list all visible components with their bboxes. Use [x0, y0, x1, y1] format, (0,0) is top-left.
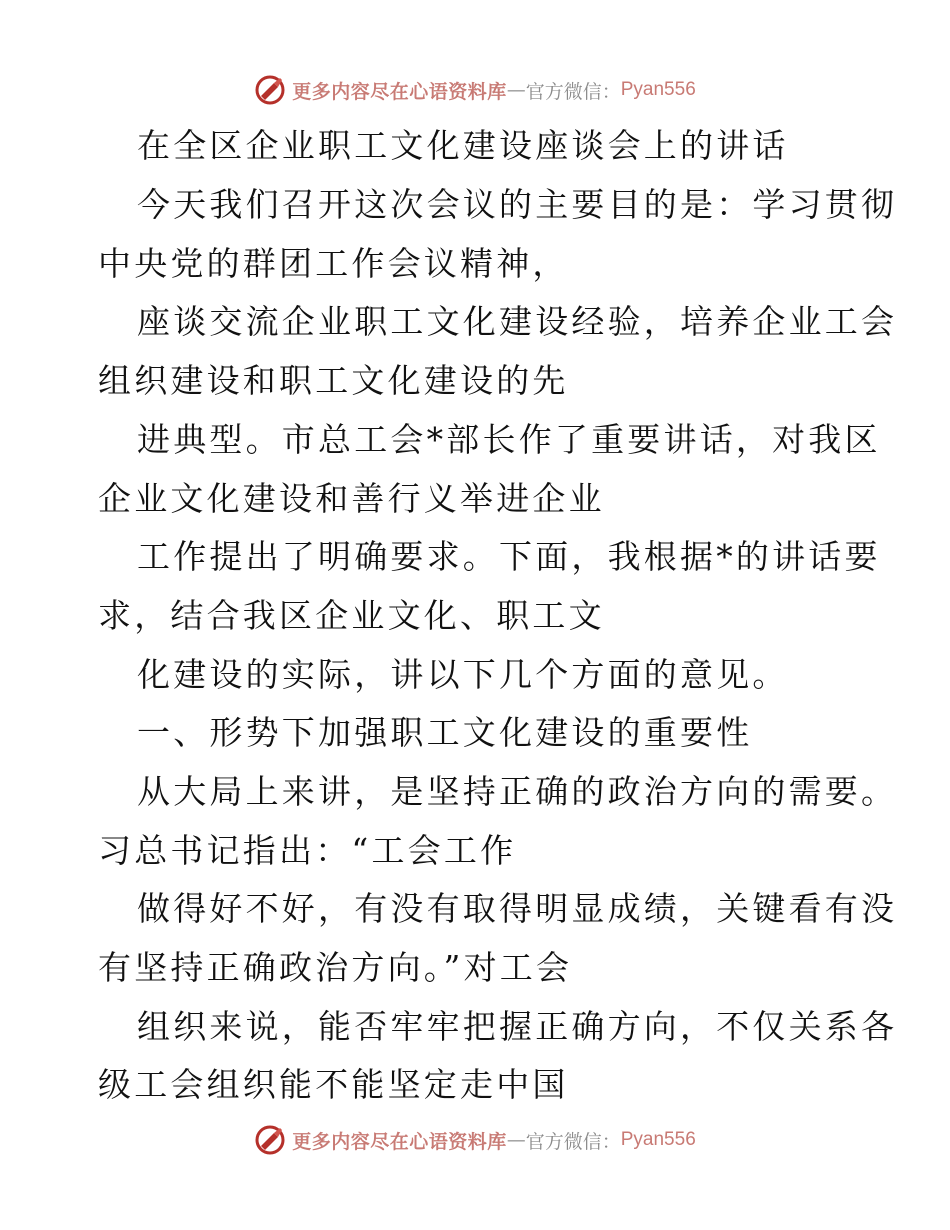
banner-text: 更多内容尽在心语资料库 — [292, 80, 507, 103]
paragraph-line: 今天我们召开这次会议的主要目的是：学习贯彻 — [137, 185, 898, 224]
banner-separator: — — [506, 1129, 526, 1151]
paragraph-line: 级工会组织能不能坚定走中国 — [98, 1065, 569, 1104]
banner-separator: — — [506, 79, 526, 101]
paragraph-line: 化建设的实际，讲以下几个方面的意见。 — [137, 655, 789, 694]
paragraph-line: 求，结合我区企业文化、职工文 — [98, 596, 605, 635]
paragraph-line: 组织来说，能否牢牢把握正确方向，不仅关系各 — [137, 1007, 898, 1046]
section-heading: 一、形势下加强职工文化建设的重要性 — [137, 713, 753, 752]
banner-text: 更多内容尽在心语资料库 — [292, 1130, 507, 1153]
paragraph-line: 中央党的群团工作会议精神， — [98, 244, 569, 283]
paragraph-line: 进典型。市总工会*部长作了重要讲话，对我区 — [137, 420, 881, 459]
banner-wechat-label: 官方微信： — [525, 1130, 621, 1153]
brand-logo-icon — [254, 1124, 286, 1156]
paragraph-line: 企业文化建设和善行义举进企业 — [98, 479, 605, 518]
footer-watermark-banner — [0, 1120, 950, 1160]
paragraph-line: 有坚持正确政治方向。”对工会 — [98, 948, 573, 987]
document-title: 在全区企业职工文化建设座谈会上的讲话 — [137, 126, 789, 165]
paragraph-line: 座谈交流企业职工文化建设经验，培养企业工会 — [137, 302, 898, 341]
banner-wechat-id: Pyan556 — [620, 79, 696, 100]
paragraph-line: 从大局上来讲，是坚持正确的政治方向的需要。 — [137, 772, 898, 811]
paragraph-line: 工作提出了明确要求。下面，我根据*的讲话要 — [137, 537, 881, 576]
paragraph-line: 习总书记指出：“工会工作 — [98, 831, 517, 870]
paragraph-line: 做得好不好，有没有取得明显成绩，关键看有没 — [137, 889, 898, 928]
paragraph-line: 组织建设和职工文化建设的先 — [98, 361, 569, 400]
banner-wechat-label: 官方微信： — [525, 80, 621, 103]
banner-wechat-id: Pyan556 — [620, 1129, 696, 1150]
